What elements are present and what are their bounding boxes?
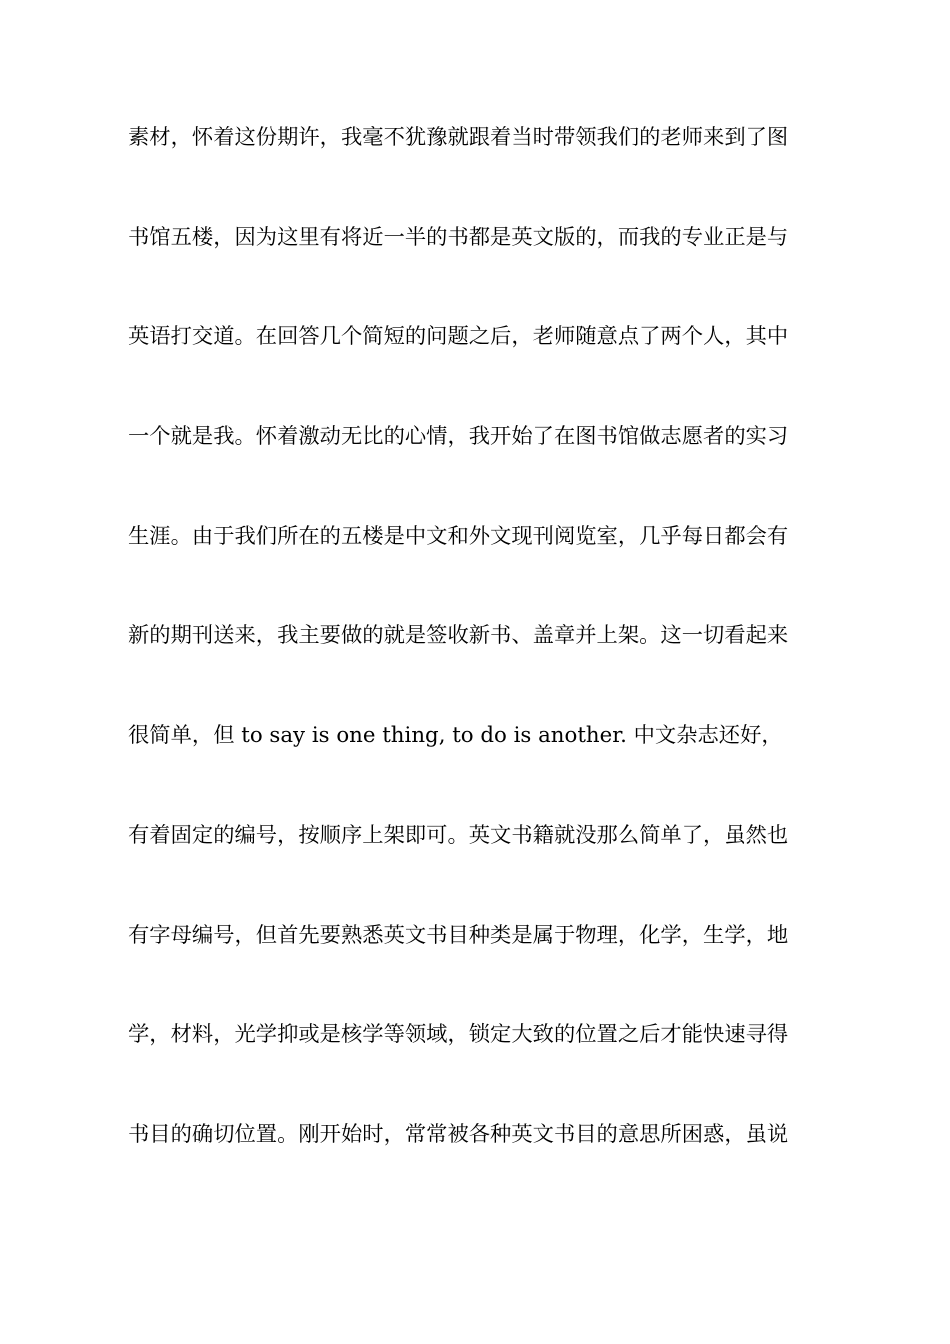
body-text: [128, 116, 828, 1213]
text-line: 书馆五楼，因为这里有将近一半的书都是英文版的，而我的专业正是与: [128, 224, 789, 250]
text-line: 英语打交道。在回答几个简短的问题之后，老师随意点了两个人，其中: [128, 324, 789, 350]
text-line: 新的期刊送来，我主要做的就是签收新书、盖章并上架。这一切看起来: [128, 623, 789, 649]
text-line: 很简单，但 to say is one thing, to do is another. 中文杂志还好，: [128, 723, 783, 749]
text-line: 学，材料，光学抑或是核学等领域，锁定大致的位置之后才能快速寻得: [128, 1022, 789, 1048]
text-line: 有字母编号，但首先要熟悉英文书目种类是属于物理，化学，生学，地: [128, 922, 789, 948]
text-line: 素材，怀着这份期许，我毫不犹豫就跟着当时带领我们的老师来到了图: [128, 125, 789, 150]
text-line: 一个就是我。怀着激动无比的心情，我开始了在图书馆做志愿者的实习: [128, 424, 789, 450]
text-line: 生涯。由于我们所在的五楼是中文和外文现刊阅览室，几乎每日都会有: [128, 523, 789, 549]
text-line: 书目的确切位置。刚开始时，常常被各种英文书目的意思所困惑，虽说: [128, 1121, 789, 1147]
text-line: 有着固定的编号，按顺序上架即可。英文书籍就没那么简单了，虽然也: [128, 822, 789, 848]
